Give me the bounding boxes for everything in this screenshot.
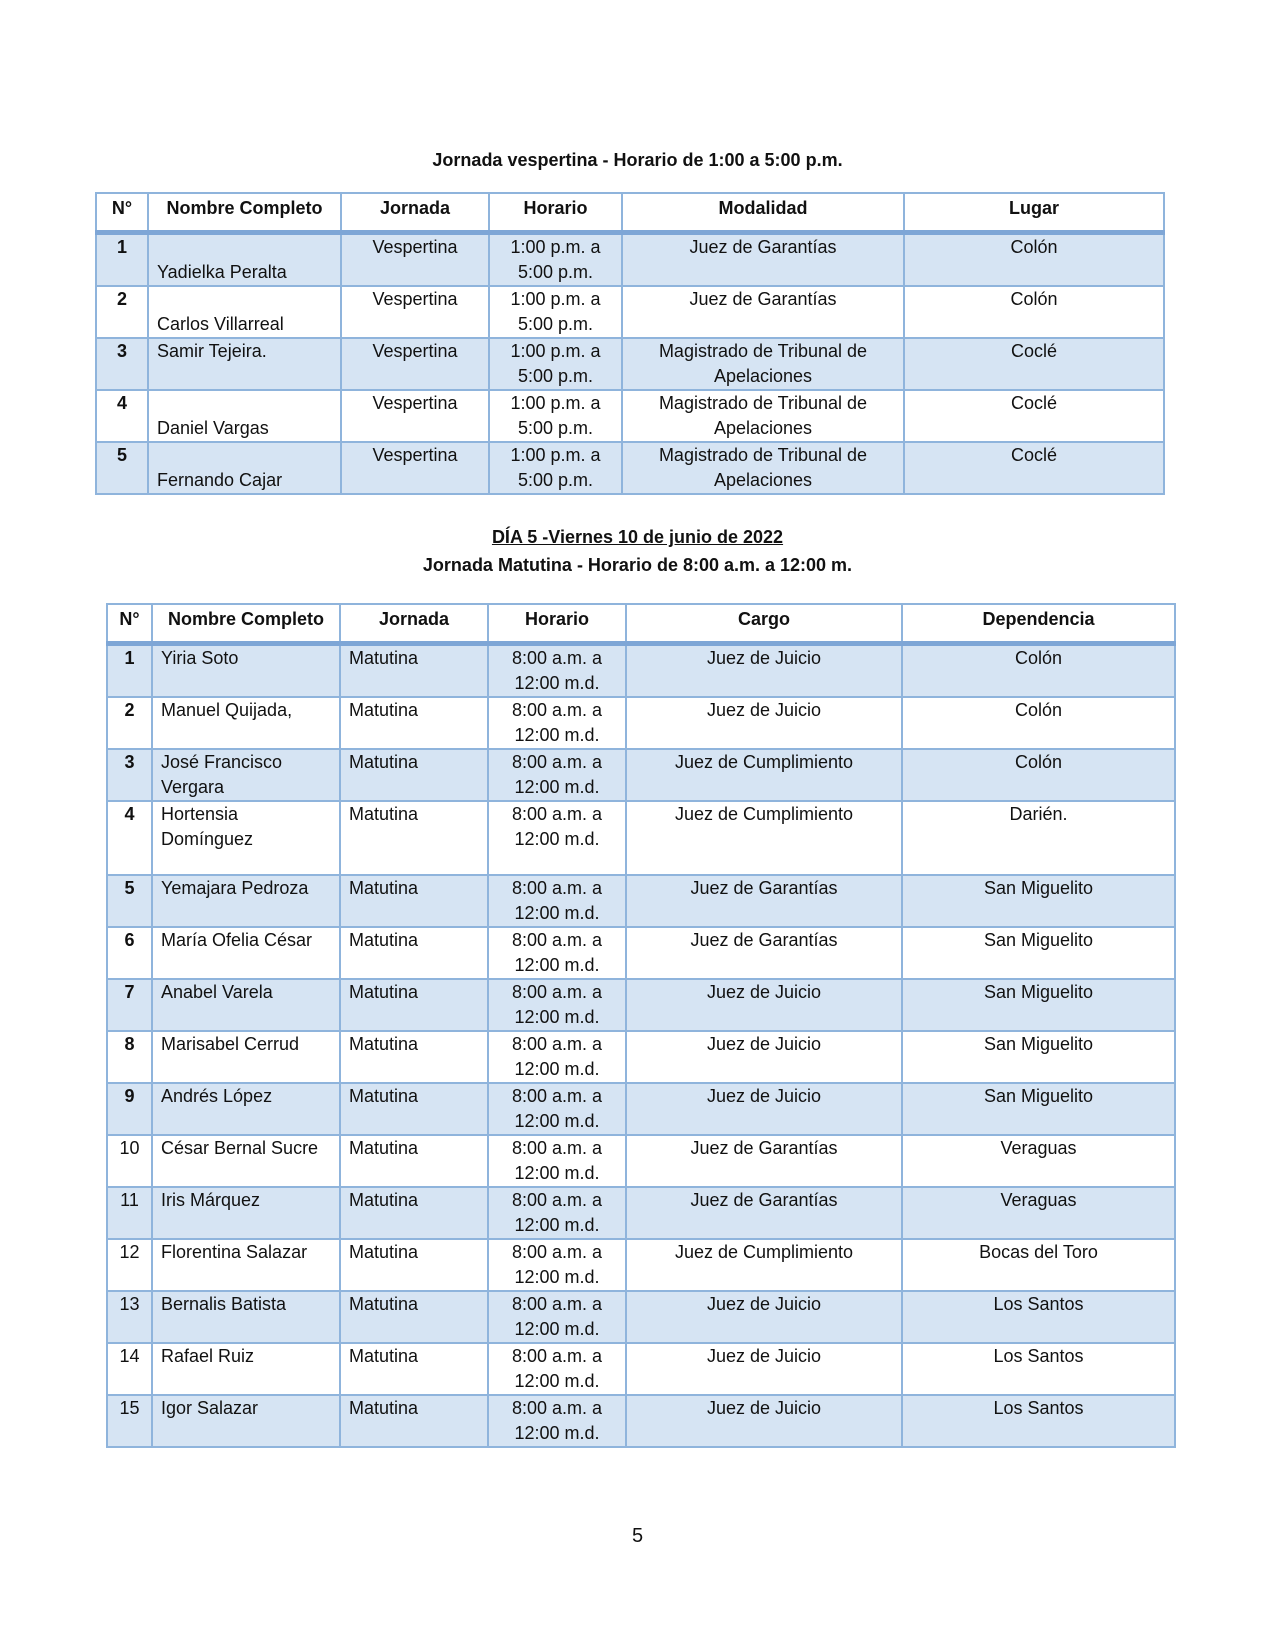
col-header-jornada: Jornada: [341, 193, 489, 233]
cargo: Juez de Juicio: [626, 1291, 902, 1343]
cargo: Juez de Cumplimiento: [626, 1239, 902, 1291]
table-row: [107, 979, 1175, 1031]
jornada: Matutina: [340, 979, 488, 1031]
col-header-cargo: Cargo: [626, 604, 902, 644]
row-number: 1: [96, 233, 148, 287]
horario: 8:00 a.m. a 12:00 m.d.: [488, 697, 626, 749]
jornada: Matutina: [340, 927, 488, 979]
full-name: Yadielka Peralta: [148, 233, 341, 287]
jornada: Matutina: [340, 697, 488, 749]
row-number: 7: [107, 979, 152, 1031]
cargo: Juez de Cumplimiento: [626, 801, 902, 875]
table-row: [107, 875, 1175, 927]
full-name: Yemajara Pedroza: [152, 875, 340, 927]
horario: 8:00 a.m. a 12:00 m.d.: [488, 1395, 626, 1447]
table-row: [107, 927, 1175, 979]
vespertina-table: [95, 192, 1165, 495]
dependencia: San Miguelito: [902, 979, 1175, 1031]
horario: 8:00 a.m. a 12:00 m.d.: [488, 1343, 626, 1395]
cargo: Juez de Garantías: [626, 927, 902, 979]
horario: 8:00 a.m. a 12:00 m.d.: [488, 644, 626, 698]
modalidad: Juez de Garantías: [622, 233, 904, 287]
horario: 8:00 a.m. a 12:00 m.d.: [488, 749, 626, 801]
jornada: Matutina: [340, 1083, 488, 1135]
cargo: Juez de Garantías: [626, 1187, 902, 1239]
full-name: Andrés López: [152, 1083, 340, 1135]
cargo: Juez de Juicio: [626, 644, 902, 698]
jornada: Matutina: [340, 644, 488, 698]
lugar: Colón: [904, 233, 1164, 287]
row-number: 11: [107, 1187, 152, 1239]
cargo: Juez de Garantías: [626, 1135, 902, 1187]
modalidad: Juez de Garantías: [622, 286, 904, 338]
cargo: Juez de Cumplimiento: [626, 749, 902, 801]
day-heading: DÍA 5 -Viernes 10 de junio de 2022: [491, 527, 784, 547]
jornada: Matutina: [340, 1291, 488, 1343]
horario: 8:00 a.m. a 12:00 m.d.: [488, 979, 626, 1031]
full-name: Hortensia Domínguez: [152, 801, 340, 875]
row-number: 3: [96, 338, 148, 390]
full-name: Samir Tejeira.: [148, 338, 341, 390]
col-header-name: Nombre Completo: [152, 604, 340, 644]
col-header-jornada: Jornada: [340, 604, 488, 644]
table-row: [107, 1395, 1175, 1447]
cargo: Juez de Juicio: [626, 1031, 902, 1083]
jornada: Vespertina: [341, 338, 489, 390]
table-row: [107, 1239, 1175, 1291]
row-number: 13: [107, 1291, 152, 1343]
horario: 8:00 a.m. a 12:00 m.d.: [488, 1135, 626, 1187]
dependencia: Colón: [902, 749, 1175, 801]
full-name: Iris Márquez: [152, 1187, 340, 1239]
table-row: [107, 801, 1175, 875]
table-header-row: [96, 193, 1164, 233]
dependencia: Los Santos: [902, 1343, 1175, 1395]
full-name: Igor Salazar: [152, 1395, 340, 1447]
row-number: 10: [107, 1135, 152, 1187]
modalidad: Magistrado de Tribunal de Apelaciones: [622, 390, 904, 442]
modalidad: Magistrado de Tribunal de Apelaciones: [622, 338, 904, 390]
section2-heading: Jornada Matutina - Horario de 8:00 a.m. a 12:00 m.: [422, 555, 853, 575]
cargo: Juez de Juicio: [626, 1395, 902, 1447]
section1-heading: Jornada vespertina - Horario de 1:00 a 5:00 p.m.: [432, 150, 843, 170]
table-row: [107, 1135, 1175, 1187]
row-number: 6: [107, 927, 152, 979]
full-name: Marisabel Cerrud: [152, 1031, 340, 1083]
dependencia: San Miguelito: [902, 875, 1175, 927]
table-row: [107, 1187, 1175, 1239]
full-name: Fernando Cajar: [148, 442, 341, 494]
dependencia: Los Santos: [902, 1291, 1175, 1343]
row-number: 15: [107, 1395, 152, 1447]
lugar: Colón: [904, 286, 1164, 338]
table-row: [107, 1083, 1175, 1135]
col-header-horario: Horario: [489, 193, 622, 233]
horario: 8:00 a.m. a 12:00 m.d.: [488, 1031, 626, 1083]
row-number: 9: [107, 1083, 152, 1135]
dependencia: San Miguelito: [902, 1083, 1175, 1135]
dependencia: Bocas del Toro: [902, 1239, 1175, 1291]
horario: 8:00 a.m. a 12:00 m.d.: [488, 801, 626, 875]
table-row: [96, 442, 1164, 494]
row-number: 5: [107, 875, 152, 927]
row-number: 5: [96, 442, 148, 494]
table-row: [107, 1343, 1175, 1395]
horario: 8:00 a.m. a 12:00 m.d.: [488, 1187, 626, 1239]
horario: 8:00 a.m. a 12:00 m.d.: [488, 875, 626, 927]
dependencia: Colón: [902, 644, 1175, 698]
dependencia: San Miguelito: [902, 927, 1175, 979]
horario: 8:00 a.m. a 12:00 m.d.: [488, 1083, 626, 1135]
horario: 1:00 p.m. a 5:00 p.m.: [489, 442, 622, 494]
col-header-horario: Horario: [488, 604, 626, 644]
full-name: Daniel Vargas: [148, 390, 341, 442]
horario: 8:00 a.m. a 12:00 m.d.: [488, 1239, 626, 1291]
cargo: Juez de Juicio: [626, 1083, 902, 1135]
table-row: [107, 644, 1175, 698]
table-row: [107, 1031, 1175, 1083]
jornada: Matutina: [340, 1395, 488, 1447]
full-name: Bernalis Batista: [152, 1291, 340, 1343]
row-number: 8: [107, 1031, 152, 1083]
horario: 1:00 p.m. a 5:00 p.m.: [489, 390, 622, 442]
horario: 8:00 a.m. a 12:00 m.d.: [488, 927, 626, 979]
horario: 8:00 a.m. a 12:00 m.d.: [488, 1291, 626, 1343]
jornada: Matutina: [340, 1239, 488, 1291]
full-name: María Ofelia César: [152, 927, 340, 979]
dependencia: Los Santos: [902, 1395, 1175, 1447]
matutina-table: [106, 603, 1176, 1448]
table-header-row: [107, 604, 1175, 644]
cargo: Juez de Juicio: [626, 979, 902, 1031]
full-name: Anabel Varela: [152, 979, 340, 1031]
col-header-name: Nombre Completo: [148, 193, 341, 233]
row-number: 1: [107, 644, 152, 698]
lugar: Coclé: [904, 338, 1164, 390]
full-name: José Francisco Vergara: [152, 749, 340, 801]
jornada: Matutina: [340, 1187, 488, 1239]
cargo: Juez de Juicio: [626, 697, 902, 749]
jornada: Matutina: [340, 749, 488, 801]
cargo: Juez de Garantías: [626, 875, 902, 927]
col-header-dependencia: Dependencia: [902, 604, 1175, 644]
table-row: [107, 697, 1175, 749]
lugar: Coclé: [904, 390, 1164, 442]
row-number: 4: [96, 390, 148, 442]
table-row: [96, 233, 1164, 287]
horario: 1:00 p.m. a 5:00 p.m.: [489, 233, 622, 287]
table-row: [107, 749, 1175, 801]
col-header-modalidad: Modalidad: [622, 193, 904, 233]
dependencia: San Miguelito: [902, 1031, 1175, 1083]
full-name: Rafael Ruiz: [152, 1343, 340, 1395]
jornada: Matutina: [340, 801, 488, 875]
jornada: Vespertina: [341, 233, 489, 287]
jornada: Vespertina: [341, 442, 489, 494]
full-name: Carlos Villarreal: [148, 286, 341, 338]
jornada: Matutina: [340, 1343, 488, 1395]
row-number: 14: [107, 1343, 152, 1395]
cargo: Juez de Juicio: [626, 1343, 902, 1395]
row-number: 3: [107, 749, 152, 801]
dependencia: Darién.: [902, 801, 1175, 875]
modalidad: Magistrado de Tribunal de Apelaciones: [622, 442, 904, 494]
row-number: 2: [96, 286, 148, 338]
col-header-lugar: Lugar: [904, 193, 1164, 233]
dependencia: Veraguas: [902, 1135, 1175, 1187]
page-number: 5: [631, 1525, 644, 1547]
full-name: Yiria Soto: [152, 644, 340, 698]
horario: 1:00 p.m. a 5:00 p.m.: [489, 338, 622, 390]
dependencia: Colón: [902, 697, 1175, 749]
full-name: Manuel Quijada,: [152, 697, 340, 749]
row-number: 12: [107, 1239, 152, 1291]
horario: 1:00 p.m. a 5:00 p.m.: [489, 286, 622, 338]
full-name: César Bernal Sucre: [152, 1135, 340, 1187]
row-number: 4: [107, 801, 152, 875]
full-name: Florentina Salazar: [152, 1239, 340, 1291]
dependencia: Veraguas: [902, 1187, 1175, 1239]
table-row: [96, 390, 1164, 442]
jornada: Matutina: [340, 875, 488, 927]
lugar: Coclé: [904, 442, 1164, 494]
jornada: Vespertina: [341, 286, 489, 338]
col-header-number: N°: [96, 193, 148, 233]
row-number: 2: [107, 697, 152, 749]
jornada: Matutina: [340, 1135, 488, 1187]
jornada: Matutina: [340, 1031, 488, 1083]
col-header-number: N°: [107, 604, 152, 644]
table-row: [96, 286, 1164, 338]
table-row: [107, 1291, 1175, 1343]
jornada: Vespertina: [341, 390, 489, 442]
table-row: [96, 338, 1164, 390]
